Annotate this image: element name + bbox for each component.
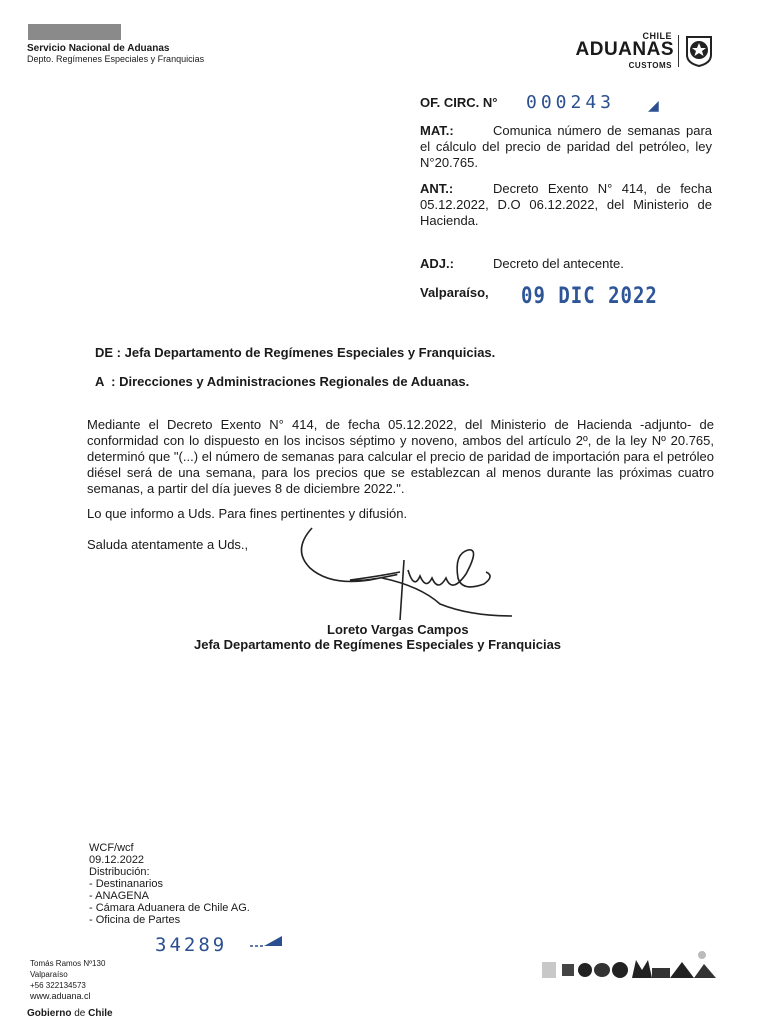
- star-shield-icon: [684, 35, 714, 67]
- distribution-item: - Destinanarios: [89, 878, 163, 890]
- closing-line-2: Saluda atentamente a Uds.,: [87, 537, 249, 552]
- registry-number: 34289: [155, 934, 228, 956]
- gov-word-1: Gobierno: [27, 1008, 72, 1019]
- logo-chile-text: CHILE: [642, 31, 672, 41]
- decorative-footer-graphic: [540, 950, 720, 980]
- adj-label: ADJ.:: [420, 256, 454, 271]
- handwritten-signature: [290, 520, 520, 630]
- footer-phone: +56 322134573: [30, 981, 86, 990]
- org-name: Servicio Nacional de Aduanas: [27, 43, 170, 54]
- to-line: A : Direcciones y Administraciones Regionales de Aduanas.: [95, 374, 470, 389]
- body-paragraph: Mediante el Decreto Exento N° 414, de fecha 05.12.2022, del Ministerio de Hacienda -adjunto- de conformidad con lo dispuesto en los incisos séptimo y noveno, ambos del artículo 2º, de la ley Nº 20.765, determinó que "(...) el número de semanas para calcular el precio de paridad de importación para el petróleo diésel será de una semana, para los precios que se establezcan al menos durante las próximas cuatro semanas, a partir del día jueves 8 de diciembre 2022.".: [87, 417, 714, 496]
- mat-label: MAT.:: [420, 123, 454, 138]
- registry-stamp-mark: [250, 934, 286, 948]
- place-label: Valparaíso,: [420, 285, 489, 300]
- footer-street: Tomás Ramos Nº130: [30, 959, 106, 968]
- signatory-name: Loreto Vargas Campos: [327, 622, 469, 637]
- ant-text: Decreto Exento N° 414, de fecha 05.12.2022, D.O 06.12.2022, del Ministerio de Hacienda.: [420, 181, 712, 228]
- date-stamp: 09 DIC 2022: [521, 283, 658, 309]
- gov-word-2: de: [71, 1008, 89, 1019]
- distribution-item: - Cámara Aduanera de Chile AG.: [89, 902, 250, 914]
- ant-label: ANT.:: [420, 181, 454, 196]
- distribution-item: - Oficina de Partes: [89, 914, 181, 926]
- circ-stamp-mark: ◢: [648, 97, 659, 113]
- from-line: DE : Jefa Departamento de Regímenes Especiales y Franquicias.: [95, 345, 496, 360]
- distribution-item: - ANAGENA: [89, 890, 149, 902]
- gov-word-3: Chile: [88, 1008, 113, 1019]
- logo-aduanas-text: ADUANAS: [575, 39, 674, 60]
- header-gray-bar: [28, 24, 121, 40]
- footer-address: [30, 958, 105, 1002]
- initials: WCF/wcf: [89, 842, 134, 854]
- aduanas-logo: [556, 31, 716, 73]
- logo-divider: [678, 35, 679, 67]
- distribution-block: [89, 842, 250, 926]
- circ-label: OF. CIRC. N°: [420, 95, 498, 110]
- mat-text: Comunica número de semanas para el cálculo del precio de paridad del petróleo, ley N°20.765.: [420, 123, 712, 170]
- circ-number: 000243: [526, 92, 616, 113]
- logo-customs-text: CUSTOMS: [628, 61, 672, 70]
- adj-text: Decreto del antecente.: [493, 256, 624, 271]
- footer-city: Valparaíso: [30, 970, 68, 979]
- signatory-title: Jefa Departamento de Regímenes Especiales y Franquicias: [194, 637, 562, 652]
- distribution-label: Distribución:: [89, 866, 150, 878]
- gobierno-de-chile: [27, 1008, 113, 1019]
- closing-line-1: Lo que informo a Uds. Para fines pertinentes y difusión.: [87, 506, 408, 521]
- footer-web: www.aduana.cl: [30, 991, 91, 1001]
- distribution-date: 09.12.2022: [89, 854, 145, 866]
- org-dept: Depto. Regímenes Especiales y Franquicias: [27, 54, 205, 64]
